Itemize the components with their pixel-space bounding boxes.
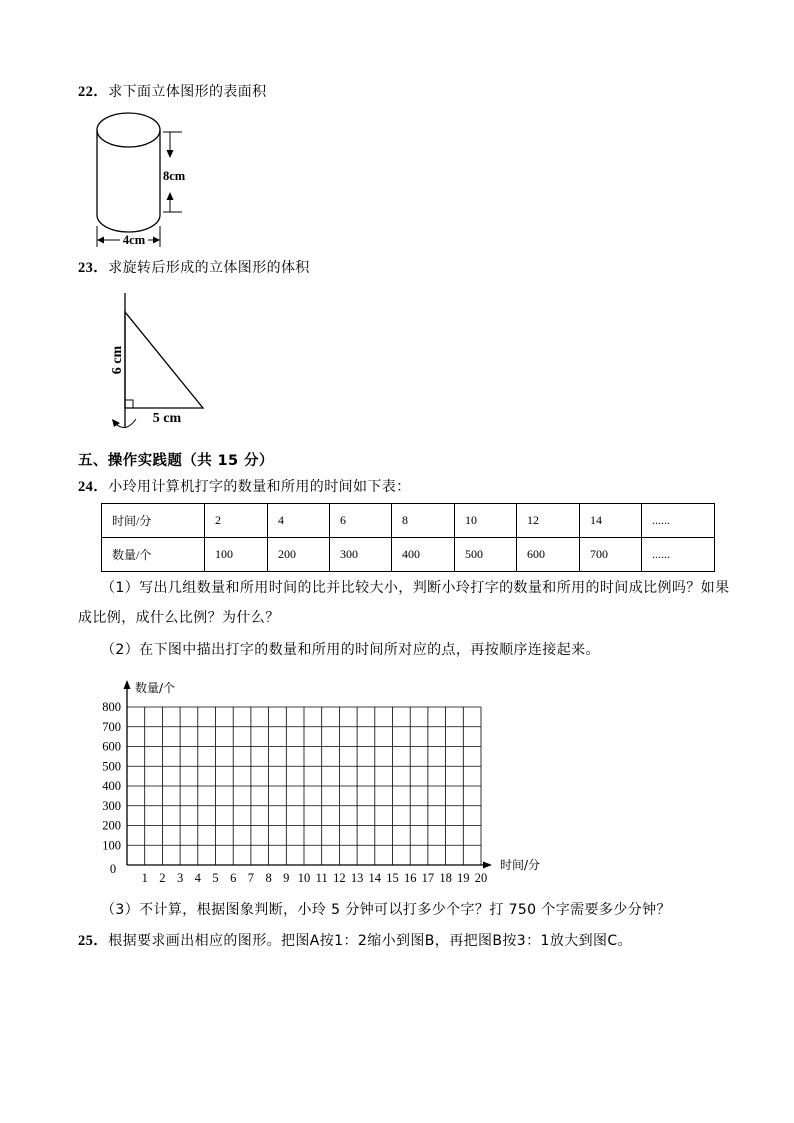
table-row-count: [102, 538, 715, 572]
y-tick-label: 100: [102, 838, 121, 853]
y-tick-label: 700: [102, 719, 121, 734]
x-tick-label: 6: [230, 871, 237, 885]
x-tick-label: 5: [212, 871, 219, 885]
cylinder-top-ellipse: [97, 113, 160, 147]
x-tick-label: 3: [176, 871, 184, 885]
arrow-up-icon: [167, 192, 174, 200]
x-tick-label: 8: [265, 871, 272, 885]
height-label: 6 cm: [110, 345, 125, 375]
height-label: 8cm: [163, 169, 186, 183]
y-tick-label: 400: [102, 779, 121, 793]
question-text: 小玲用计算机打字的数量和所用的时间如下表：: [108, 479, 411, 495]
x-tick-label: 13: [350, 871, 364, 885]
x-tick-label: 11: [315, 871, 328, 885]
sub-question-2: （2）在下图中描出打字的数量和所用的时间所对应的点，再按顺序连接起来。: [101, 642, 600, 658]
table-row-label: 数量/个: [102, 538, 205, 572]
blank-grid-chart: [95, 672, 555, 892]
y-tick-label: 600: [102, 739, 121, 754]
x-tick-label: 10: [297, 871, 311, 885]
y-axis-label: 数量/个: [135, 681, 176, 695]
x-tick-label: 16: [403, 871, 417, 885]
question-number: 25．: [78, 933, 109, 949]
x-tick-label: 19: [457, 871, 470, 885]
y-tick-label: 800: [102, 700, 121, 714]
x-tick-label: 20: [474, 871, 488, 885]
typing-data-table: [101, 503, 715, 572]
cylinder-bottom-arc: [97, 215, 160, 232]
x-tick-label: 15: [386, 871, 399, 885]
question-24: [78, 478, 411, 496]
x-axis-arrow-icon: [483, 862, 492, 869]
question-number: 24．: [78, 479, 109, 495]
section-title: 五、操作实践题（共 15 分）: [78, 453, 274, 469]
table-cell: 6: [330, 504, 392, 538]
arrow-left-icon: [97, 237, 104, 244]
question-22: [78, 83, 267, 101]
question-number: 23．: [78, 260, 109, 276]
question-number: 22．: [78, 84, 109, 100]
x-tick-label: 4: [194, 871, 201, 885]
question-text: 根据要求画出相应的图形。把图A按1：2缩小到图B，再把图B按3：1放大到图C。: [108, 933, 632, 949]
x-tick-label: 17: [421, 871, 435, 885]
table-cell: 8: [392, 504, 455, 538]
question-23: [78, 259, 310, 277]
arrow-right-icon: [153, 237, 160, 244]
sub-question-1-line-2: 成比例，成什么比例？为什么？: [78, 610, 280, 626]
x-tick-label: 9: [283, 871, 290, 885]
sub-question-3: （3）不计算，根据图象判断，小玲 5 分钟可以打多少个字？打 750 个字需要多少分钟？: [101, 902, 671, 918]
base-label: 5 cm: [152, 411, 182, 426]
y-tick-label: 300: [102, 798, 121, 813]
question-text: 求旋转后形成的立体图形的体积: [108, 260, 310, 276]
question-25: [78, 932, 632, 950]
table-cell: 700: [580, 538, 642, 572]
y-tick-label: 200: [102, 818, 121, 833]
right-triangle-figure: [95, 285, 220, 435]
table-cell: 500: [455, 538, 517, 572]
table-cell: 300: [330, 538, 392, 572]
y-tick-label: 500: [102, 759, 121, 774]
table-cell: ......: [642, 538, 715, 572]
y-axis-arrow-icon: [124, 680, 131, 689]
origin-label: 0: [109, 862, 117, 876]
table-cell: ......: [642, 504, 715, 538]
table-cell: 14: [580, 504, 642, 538]
table-row-time: [102, 504, 715, 538]
table-cell: 12: [517, 504, 580, 538]
table-cell: 600: [517, 538, 580, 572]
question-text: 求下面立体图形的表面积: [108, 84, 267, 100]
x-tick-label: 2: [159, 871, 166, 885]
right-angle-mark: [125, 400, 133, 408]
arrow-down-icon: [167, 150, 174, 158]
table-cell: 10: [455, 504, 517, 538]
table-cell: 4: [268, 504, 330, 538]
table-cell: 200: [268, 538, 330, 572]
x-axis-label: 时间/分: [500, 858, 541, 872]
x-tick-label: 12: [333, 871, 346, 885]
table-cell: 100: [205, 538, 268, 572]
table-cell: 2: [205, 504, 268, 538]
table-cell: 400: [392, 538, 455, 572]
right-triangle: [125, 312, 203, 408]
x-tick-label: 18: [439, 871, 452, 885]
x-tick-label: 1: [141, 871, 148, 885]
diameter-label: 4cm: [122, 233, 146, 247]
cylinder-figure: [90, 105, 200, 255]
x-tick-label: 14: [368, 871, 382, 885]
table-row-label: 时间/分: [102, 504, 205, 538]
x-tick-label: 7: [247, 871, 255, 885]
sub-question-1-line-1: （1）写出几组数量和所用时间的比并比较大小，判断小玲打字的数量和所用的时间成比例吗？如果: [101, 580, 730, 596]
